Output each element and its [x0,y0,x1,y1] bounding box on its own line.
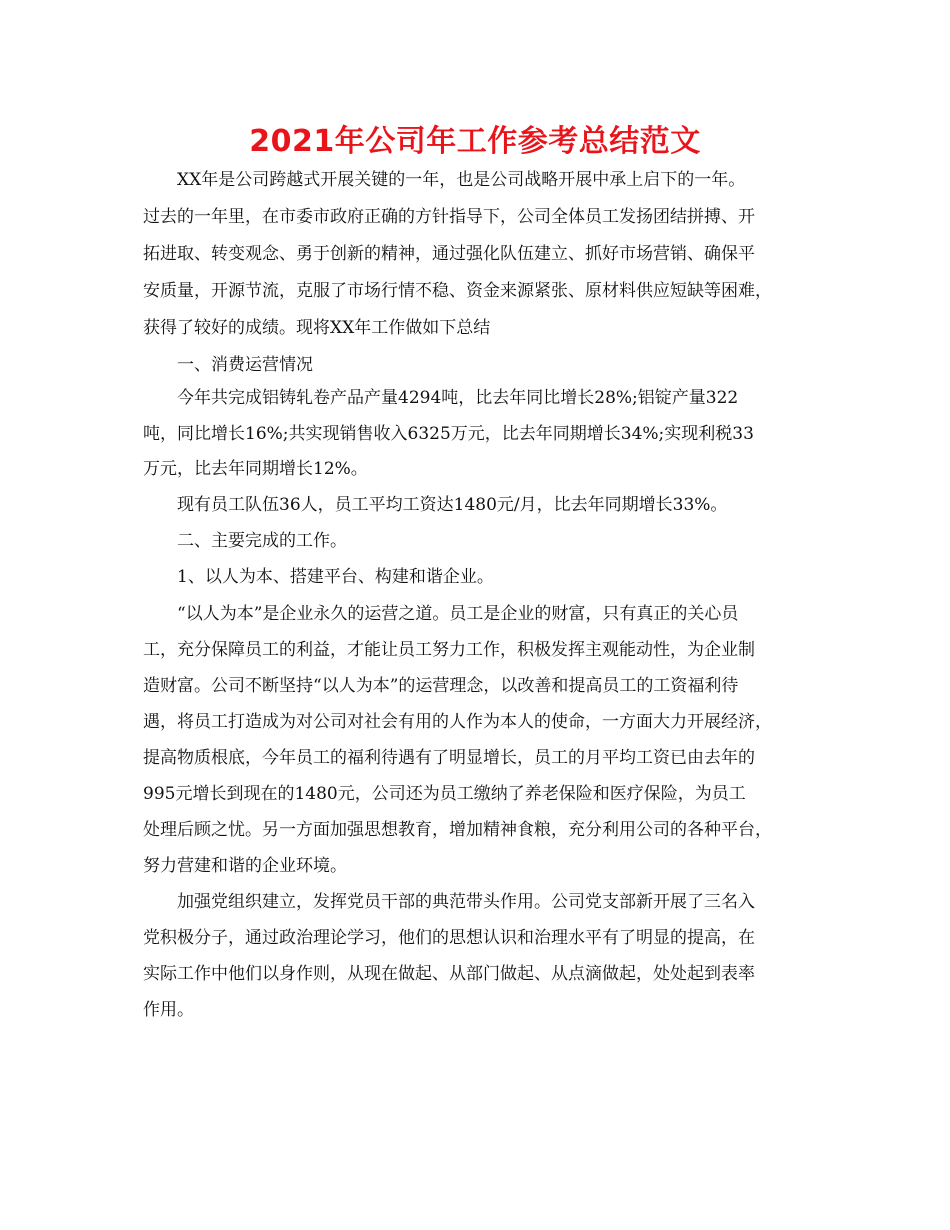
text-line: 造财富。公司不断坚持“以人为本”的运营理念，以改善和提高员工的工资福利待 [143,676,739,696]
text-line: 拓进取、转变观念、勇于创新的精神，通过强化队伍建立、抓好市场营销、确保平 [143,244,755,264]
text-line: 遇，将员工打造成为对公司对社会有用的人作为本人的使命，一方面大力开展经济， [143,712,772,732]
document-title: 2021年公司年工作参考总结范文 [249,124,701,159]
text-line: 万元，比去年同期增长12%。 [143,459,368,479]
text-line: “以人为本”是企业永久的运营之道。员工是企业的财富，只有真正的关心员 [177,604,739,624]
text-line: 加强党组织建立，发挥党员干部的典范带头作用。公司党支部新开展了三名入 [177,892,755,912]
text-line: 工，充分保障员工的利益，才能让员工努力工作，积极发挥主观能动性，为企业制 [143,640,755,660]
text-line: 现有员工队伍36人，员工平均工资达1480元/月，比去年同期增长33%。 [177,495,728,515]
section-heading: 二、主要完成的工作。 [177,531,347,551]
text-line: 党积极分子，通过政治理论学习，他们的思想认识和治理水平有了明显的提高，在 [143,928,755,948]
text-line: 提高物质根底，今年员工的福利待遇有了明显增长，员工的月平均工资已由去年的 [143,748,755,768]
text-line: 努力营建和谐的企业环境。 [143,856,347,876]
text-line: 995元增长到现在的1480元，公司还为员工缴纳了养老保险和医疗保险，为员工 [143,784,746,804]
text-line: 过去的一年里，在市委市政府正确的方针指导下，公司全体员工发扬团结拼搏、开 [143,207,755,227]
text-line: 处理后顾之忧。另一方面加强思想教育，增加精神食粮，充分利用公司的各种平台， [143,820,772,840]
text-line: 吨，同比增长16%;共实现销售收入6325万元，比去年同期增长34%;实现利税33 [143,424,754,444]
text-line: 作用。 [143,1000,194,1020]
text-line: 获得了较好的成绩。现将XX年工作做如下总结 [143,318,491,338]
section-heading: 一、消费运营情况 [177,355,313,375]
text-line: 实际工作中他们以身作则，从现在做起、从部门做起、从点滴做起，处处起到表率 [143,964,755,984]
text-line: 安质量，开源节流，克服了市场行情不稳、资金来源紧张、原材料供应短缺等困难， [143,281,772,301]
text-line: XX年是公司跨越式开展关键的一年，也是公司战略开展中承上启下的一年。 [177,170,746,190]
subsection-heading: 1、以人为本、搭建平台、构建和谐企业。 [177,567,494,587]
text-line: 今年共完成铝铸轧卷产品产量4294吨，比去年同比增长28%;铝锭产量322 [177,388,739,408]
